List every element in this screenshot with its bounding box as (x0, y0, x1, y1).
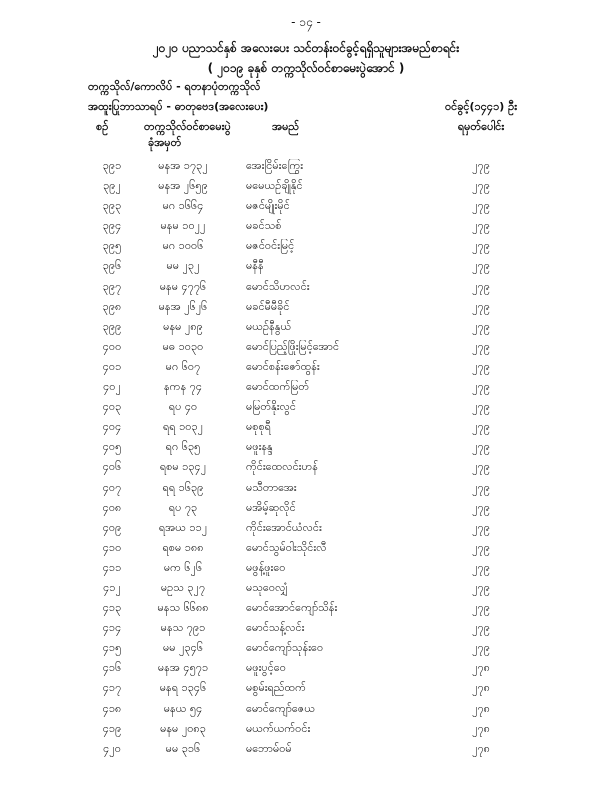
total-marks: ၂၇၉ (472, 440, 490, 454)
total-marks: ၂၇၉ (472, 279, 490, 293)
total-marks: ၂၇၉ (472, 520, 490, 534)
exam-roll-number: မနသ ၇၉၁ (160, 621, 206, 635)
row-number: ၄၁၅ (102, 641, 122, 655)
total-marks: ၂၇၉ (472, 420, 490, 434)
exam-roll-number: မဂ ၁၀၀၆ (162, 239, 204, 253)
total-marks: ၂၇၉ (472, 219, 490, 233)
total-marks: ၂၇၉ (472, 400, 490, 414)
row-number: ၄၀၅ (102, 440, 122, 454)
row-number: ၃၉၉ (102, 319, 122, 333)
row-number: ၄၁၃ (102, 601, 122, 615)
row-number: ၄၀၇ (102, 480, 122, 494)
table-row (0, 499, 612, 519)
table-row (0, 659, 612, 679)
document-title: ၂၀၂၀ ပညာသင်နှစ် အလေးပေး သင်တန်းဝင်ခွင့်ရရှိသူများအမည်စာရင်း (152, 41, 460, 55)
row-number: ၃၉၇ (102, 279, 122, 293)
exam-roll-number: ရစမ ၁၈၈ (162, 540, 204, 554)
row-number: ၃၉၈ (102, 299, 122, 313)
student-name: ကိုင်းထေလင်းဟန် (246, 460, 318, 474)
table-row (0, 298, 612, 318)
total-marks: ၂၇၉ (472, 500, 490, 514)
exam-roll-number: ရပ ၄၀ (168, 400, 198, 414)
student-name: မောင်သိဟလင်း (246, 279, 310, 293)
row-number: ၄၀၆ (102, 460, 122, 474)
table-row (0, 438, 612, 458)
student-name: မဖူးပွင့်ဝေ (246, 661, 286, 675)
table-row (0, 519, 612, 539)
total-marks: ၂၇၈ (472, 681, 490, 695)
table-row (0, 177, 612, 197)
total-marks: ၂၇၉ (472, 359, 490, 373)
table-row (0, 237, 612, 257)
total-marks: ၂၇၉ (472, 319, 490, 333)
student-name: မောင်ကျော်ဇေယ (246, 701, 316, 715)
exam-roll-number: မမ ၂၃၄၆ (162, 641, 204, 655)
total-marks: ၂၇၉ (472, 540, 490, 554)
exam-roll-number: မနယ ၅၄ (163, 701, 203, 715)
table-row (0, 679, 612, 699)
row-number: ၄၀၄ (102, 420, 122, 434)
row-number: ၄၀၉ (102, 520, 122, 534)
exam-roll-number: ရဂ ၆၃၅ (165, 440, 201, 454)
exam-roll-number: မနအ ၂၆၅၉ (158, 179, 208, 193)
table-row (0, 740, 612, 760)
exam-roll-number: မဂ ၆၀၇ (165, 359, 201, 373)
column-header-total-marks: ရမှတ်ပေါင်း (457, 120, 505, 133)
student-name: မောင်အောင်ကျော်သိန်း (246, 601, 338, 615)
student-name: မမြတ်နိုးလွင် (246, 400, 297, 414)
table-row (0, 479, 612, 499)
total-marks: ၂၇၉ (472, 641, 490, 655)
exam-roll-number: ရပ ၇၃ (168, 500, 198, 514)
student-name: မစွမ်းရည်ထက် (246, 681, 306, 695)
student-name: မသုဝေလျှံ (246, 580, 288, 594)
exam-roll-number: မနမ ၂၈၉ (163, 319, 203, 333)
student-name: မောင်ကျော်သုန်းဝေ (246, 641, 324, 655)
exam-roll-number: မမ ၃၁၆ (165, 741, 201, 755)
row-number: ၄၀၃ (102, 400, 122, 414)
row-number: ၄၁၂ (103, 580, 121, 594)
student-name: အေးငြိမ်းကြွေး (246, 159, 304, 172)
total-marks: ၂၇၉ (472, 299, 490, 313)
table-row (0, 539, 612, 559)
column-header-exam-roll: တက္ကသိုလ်ဝင်စာမေးပွဲ (144, 120, 231, 133)
exam-roll-number: မမ ၂၃၂ (166, 259, 200, 273)
major-subject-label: အထူးပြုဘာသာရပ် - ဓာတုဗေဒ(အလေးပေး) (88, 100, 269, 113)
exam-roll-number: မက ၆၂၆ (163, 560, 203, 574)
table-row (0, 700, 612, 720)
total-marks: ၂၇၉ (472, 601, 490, 615)
total-marks: ၂၇၉ (472, 339, 490, 353)
total-marks: ၂၇၈ (472, 721, 490, 735)
row-number: ၃၉၁ (102, 159, 122, 172)
row-number: ၃၉၆ (102, 259, 122, 273)
exam-roll-number: မနရ ၁၃၄၆ (159, 681, 207, 695)
table-row (0, 157, 612, 177)
exam-roll-number: မနအ ၄၅၇၁ (157, 661, 209, 675)
table-row (0, 217, 612, 237)
exam-roll-number: ရအယ ၁၁၂ (158, 520, 208, 534)
student-name: မောင်သွမ်ဝါးသိုင်းလီ (246, 540, 327, 554)
row-number: ၄၁၄ (102, 621, 122, 635)
student-name: မနီနီ (246, 259, 264, 273)
student-name: မဖွန့်ဖူးဝေ (246, 560, 286, 574)
student-name: မဘောမ်ဝမ် (246, 741, 292, 755)
row-number: ၃၉၅ (102, 239, 122, 253)
table-row (0, 599, 612, 619)
total-marks: ၂၇၉ (472, 199, 490, 213)
exam-roll-number: မနသ ၆၆၈၈ (157, 601, 209, 615)
university-label: တက္ကသိုလ်/ကောလိပ် - ရတနာပုံတက္ကသိုလ် (88, 80, 261, 93)
total-marks: ၂၇၉ (472, 380, 490, 394)
admission-count: ဝင်ခွင့်(၁၄၄၁) ဦး (444, 100, 518, 113)
student-name: မမေယဉ်ချိုနိုင် (246, 179, 303, 193)
document-subtitle: ( ၂၀၁၉ ခုနှစ် တက္ကသိုလ်ဝင်စာမေးပွဲအောင် ) (207, 61, 405, 75)
student-name: မစုစုရီ (246, 420, 271, 434)
total-marks: ၂၇၉ (472, 259, 490, 273)
total-marks: ၂၇၉ (472, 621, 490, 635)
total-marks: ၂၇၉ (472, 179, 490, 193)
table-row (0, 619, 612, 639)
student-name: မယက်ယက်ဝင်း (246, 721, 311, 735)
student-name: မောင်ပြည့်ဖြိုးမြင့်အောင် (246, 339, 340, 353)
student-name: မောင်စန်းဇော်ထွန်း (246, 359, 320, 373)
table-row (0, 639, 612, 659)
exam-roll-number: မဓ ၁၀၃၀ (162, 339, 204, 353)
row-number: ၄၀၁ (102, 359, 122, 373)
table-row (0, 378, 612, 398)
exam-roll-number: ရစမ ၁၃၄၂ (159, 460, 207, 474)
row-number: ၄၁၀ (102, 540, 122, 554)
column-header-name: အမည် (272, 120, 300, 133)
student-name: မအိမ့်ဆုလိုင် (246, 500, 296, 514)
row-number: ၄၁၁ (102, 560, 122, 574)
row-number: ၄၁၈ (102, 701, 122, 715)
student-name: မောင်သန့်လင်း (246, 621, 305, 635)
table-row (0, 458, 612, 478)
row-number: ၄၂၀ (103, 741, 121, 755)
total-marks: ၂၇၈ (472, 701, 490, 715)
table-row (0, 418, 612, 438)
column-header-roll-number: ခုံအမှတ် (148, 136, 182, 149)
exam-roll-number: ရရ ၁၀၃၂ (162, 420, 204, 434)
row-number: ၄၀၈ (102, 500, 122, 514)
total-marks: ၂၇၉ (472, 239, 490, 253)
row-number: ၃၉၂ (103, 179, 121, 193)
total-marks: ၂၇၈ (472, 661, 490, 675)
student-name: ကိုင်းအောင်ယံလင်း (246, 520, 322, 534)
exam-roll-number: မနမ ၄၇၇၆ (159, 279, 207, 293)
row-number: ၄၁၉ (102, 721, 122, 735)
student-name: မောင်ထက်မြတ် (246, 380, 310, 394)
exam-roll-number: မဥသ ၃၂၇ (160, 580, 206, 594)
exam-roll-number: မနမ ၂၀၈၃ (160, 721, 206, 735)
student-name: မဇင်ဝင်းမြင့် (246, 239, 295, 253)
total-marks: ၂၇၉ (472, 480, 490, 494)
table-row (0, 278, 612, 298)
student-name: မဇင်မျိုးမိုင် (246, 199, 290, 213)
row-number: ၄၀၀ (102, 339, 122, 353)
student-name: မသီတာအေး (246, 480, 297, 494)
total-marks: ၂၇၉ (472, 580, 490, 594)
total-marks: ၂၇၉ (472, 560, 490, 574)
exam-roll-number: ရရ ၁၆၃၉ (162, 480, 204, 494)
total-marks: ၂၇၉ (472, 460, 490, 474)
row-number: ၄၁၆ (102, 661, 122, 675)
table-row (0, 338, 612, 358)
table-row (0, 398, 612, 418)
table-row (0, 318, 612, 338)
table-row (0, 559, 612, 579)
student-name: မယဉ်နီနွယ် (246, 319, 292, 333)
table-row (0, 257, 612, 277)
student-name: မခင်မီမီခိုင် (246, 299, 290, 313)
column-header-no: စဉ် (96, 120, 109, 133)
exam-roll-number: နကန ၇၄ (163, 380, 203, 394)
exam-roll-number: မနအ ၂၆၂၆ (158, 299, 208, 313)
total-marks: ၂၇၉ (472, 159, 490, 172)
exam-roll-number: မဂ ၁၆၆၄ (162, 199, 204, 213)
table-row (0, 197, 612, 217)
row-number: ၃၉၄ (102, 219, 122, 233)
table-row (0, 720, 612, 740)
row-number: ၄၀၂ (103, 380, 121, 394)
table-row (0, 579, 612, 599)
total-marks: ၂၇၈ (472, 741, 490, 755)
exam-roll-number: မနအ ၁၇၃၂ (158, 159, 208, 172)
exam-roll-number: မနမ ၁၀၂၂ (160, 219, 206, 233)
page-number: - ၁၄ - (291, 15, 321, 29)
row-number: ၃၉၃ (102, 199, 122, 213)
student-name: မဖူးနန္ဒ (246, 440, 273, 454)
table-row (0, 358, 612, 378)
row-number: ၄၁၇ (102, 681, 122, 695)
student-list (0, 157, 612, 760)
student-name: မခင်သစ် (246, 219, 282, 233)
